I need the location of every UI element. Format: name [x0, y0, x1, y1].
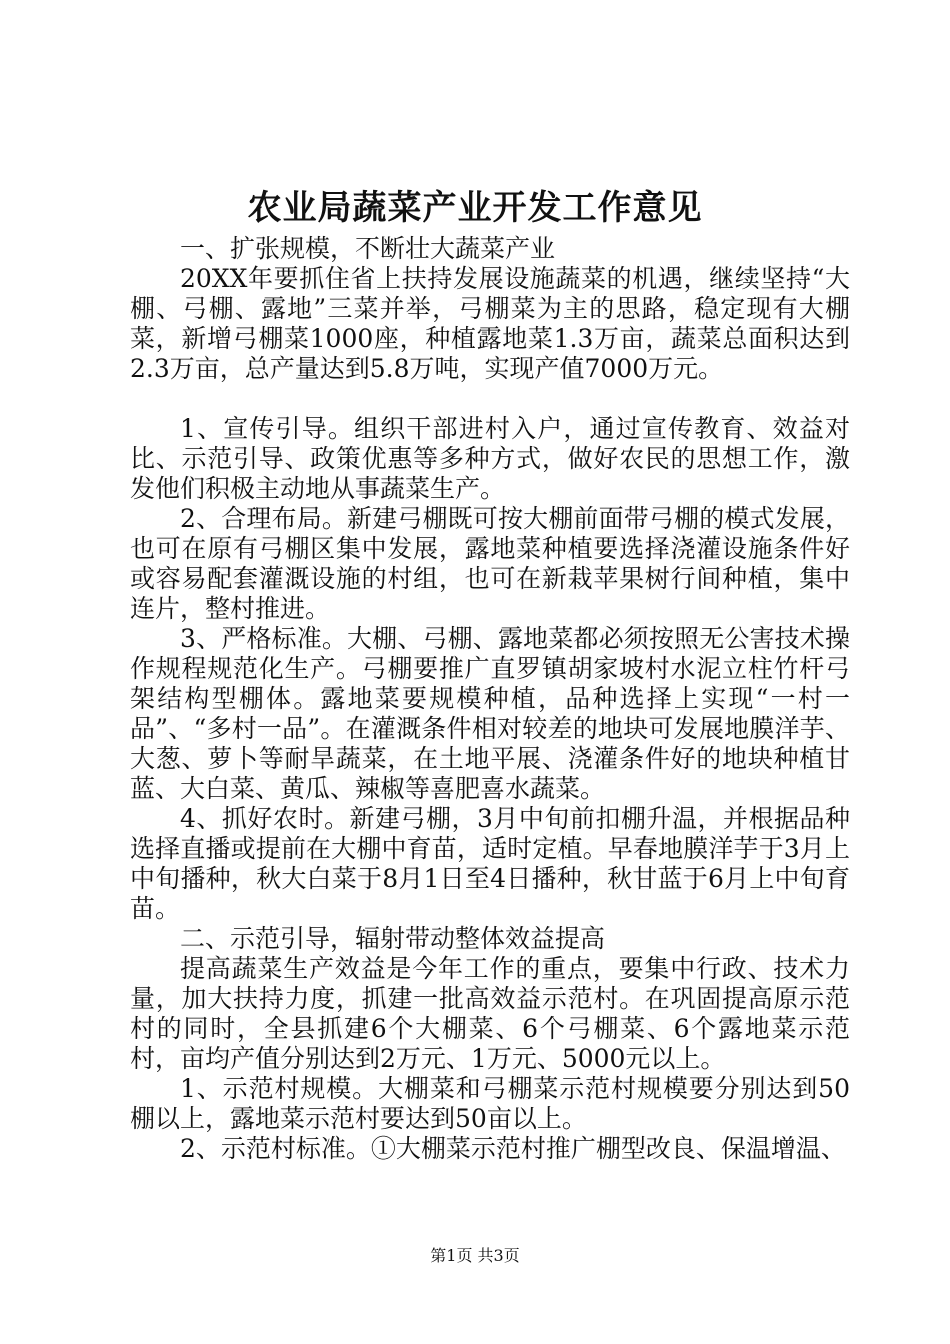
- page-footer: 第1页 共3页: [430, 1246, 520, 1265]
- paragraph-item-1: 1、宣传引导。组织干部进村入户，通过宣传教育、效益对比、示范引导、政策优惠等多种方式，做好农民的思想工作，激发他们积极主动地从事蔬菜生产。: [130, 414, 850, 503]
- paragraph-gap: [130, 384, 850, 414]
- section-heading-1: 一、扩张规模，不断壮大蔬菜产业: [180, 234, 556, 263]
- paragraph-overview: 20XX年要抓住省上扶持发展设施蔬菜的机遇，继续坚持“大棚、弓棚、露地”三菜并举，弓棚菜为主的思路，稳定现有大棚菜，新增弓棚菜1000座，种植露地菜1.3万亩，蔬菜总面积达到2.3万亩，总产量达到5.8万吨，实现产值7000万元。: [130, 264, 850, 383]
- paragraph-demonstration: 提高蔬菜生产效益是今年工作的重点，要集中行政、技术力量，加大扶持力度，抓建一批高效益示范村。在巩固提高原示范村的同时，全县抓建6个大棚菜、6个弓棚菜、6个露地菜示范村，亩均产值分别达到2万元、1万元、5000元以上。: [130, 954, 850, 1073]
- paragraph-demo-scale: 1、示范村规模。大棚菜和弓棚菜示范村规模要分别达到50棚以上，露地菜示范村要达到50亩以上。: [130, 1074, 850, 1133]
- paragraph-demo-standard: 2、示范村标准。①大棚菜示范村推广棚型改良、保温增温、: [180, 1134, 846, 1163]
- paragraph-item-3: 3、严格标准。大棚、弓棚、露地菜都必须按照无公害技术操作规程规范化生产。弓棚要推广直罗镇胡家坡村水泥立柱竹杆弓架结构型棚体。露地菜要规模种植，品种选择上实现“一村一品”、“多村一品”。在灌溉条件相对较差的地块可发展地膜洋芋、大葱、萝卜等耐旱蔬菜，在土地平展、浇灌条件好的地块种植甘蓝、大白菜、黄瓜、辣椒等喜肥喜水蔬菜。: [130, 624, 850, 803]
- document-body: [130, 234, 850, 1164]
- paragraph-item-4: 4、抓好农时。新建弓棚，3月中旬前扣棚升温，并根据品种选择直播或提前在大棚中育苗，适时定植。早春地膜洋芋于3月上中旬播种，秋大白菜于8月1日至4日播种，秋甘蓝于6月上中旬育苗。: [130, 804, 850, 923]
- section-heading-2: 二、示范引导，辐射带动整体效益提高: [180, 924, 606, 953]
- paragraph-item-2: 2、合理布局。新建弓棚既可按大棚前面带弓棚的模式发展，也可在原有弓棚区集中发展，露地菜种植要选择浇灌设施条件好或容易配套灌溉设施的村组，也可在新栽苹果树行间种植，集中连片，整村推进。: [130, 504, 850, 623]
- document-title: 农业局蔬菜产业开发工作意见: [247, 188, 703, 228]
